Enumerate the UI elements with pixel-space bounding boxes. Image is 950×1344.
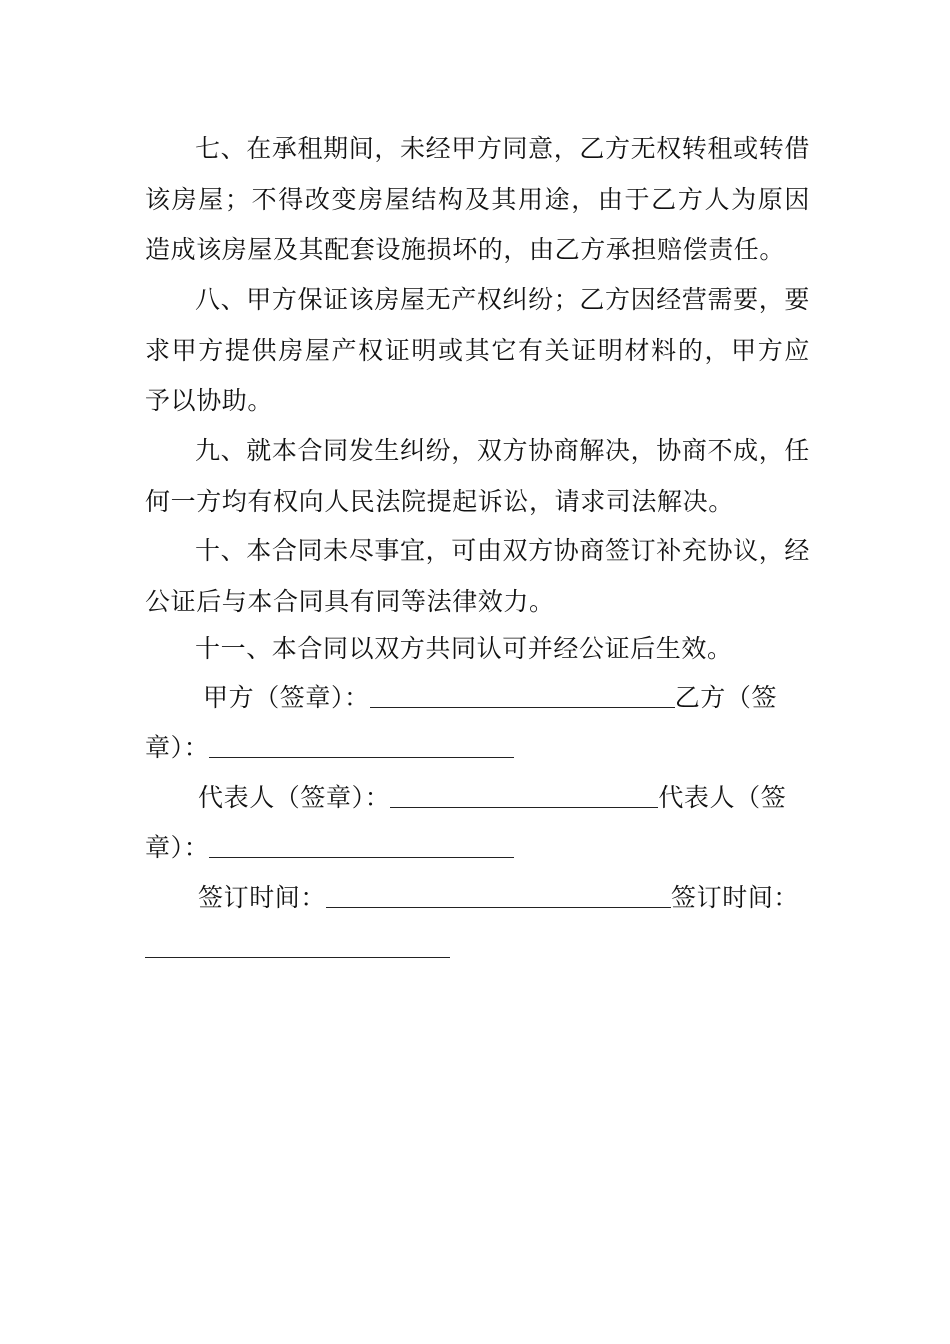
signature-row-date-cont bbox=[145, 923, 450, 973]
signature-row-rep-cont bbox=[145, 823, 514, 873]
party-a-label: 甲方（签章）： bbox=[203, 683, 370, 712]
signature-row-party bbox=[203, 673, 777, 723]
signature-row-party-cont bbox=[145, 723, 514, 773]
rep-a-label: 代表人（签章）： bbox=[198, 783, 391, 812]
date-a-blank bbox=[326, 877, 671, 908]
rep-b-label-cont: 章）： bbox=[145, 833, 210, 862]
clause-11: 十一、本合同以双方共同认可并经公证后生效。 bbox=[195, 634, 733, 663]
signature-row-rep bbox=[198, 773, 786, 823]
party-b-label-cont: 章）： bbox=[145, 733, 210, 762]
rep-a-signature-blank bbox=[390, 777, 658, 808]
date-b-blank bbox=[145, 927, 450, 958]
clause-9: 九、就本合同发生纠纷，双方协商解决，协商不成，任何一方均有权向人民法院提起诉讼，请求司法解决。 bbox=[145, 436, 810, 516]
clause-7: 七、在承租期间，未经甲方同意，乙方无权转租或转借该房屋；不得改变房屋结构及其用途，由于乙方人为原因造成该房屋及其配套设施损坏的，由乙方承担赔偿责任。 bbox=[145, 134, 810, 264]
clause-8: 八、甲方保证该房屋无产权纠纷；乙方因经营需要，要求甲方提供房屋产权证明或其它有关证明材料的，甲方应予以协助。 bbox=[145, 285, 810, 415]
party-b-signature-blank bbox=[209, 727, 514, 758]
date-b-label: 签订时间： bbox=[671, 883, 800, 912]
party-a-signature-blank bbox=[370, 677, 675, 708]
rep-b-label: 代表人（签 bbox=[658, 783, 787, 812]
signature-row-date bbox=[198, 873, 799, 923]
party-b-label: 乙方（签 bbox=[674, 683, 778, 712]
clause-10: 十、本合同未尽事宜，可由双方协商签订补充协议，经公证后与本合同具有同等法律效力。 bbox=[145, 536, 810, 616]
date-a-label: 签订时间： bbox=[198, 883, 327, 912]
rep-b-signature-blank bbox=[209, 827, 514, 858]
